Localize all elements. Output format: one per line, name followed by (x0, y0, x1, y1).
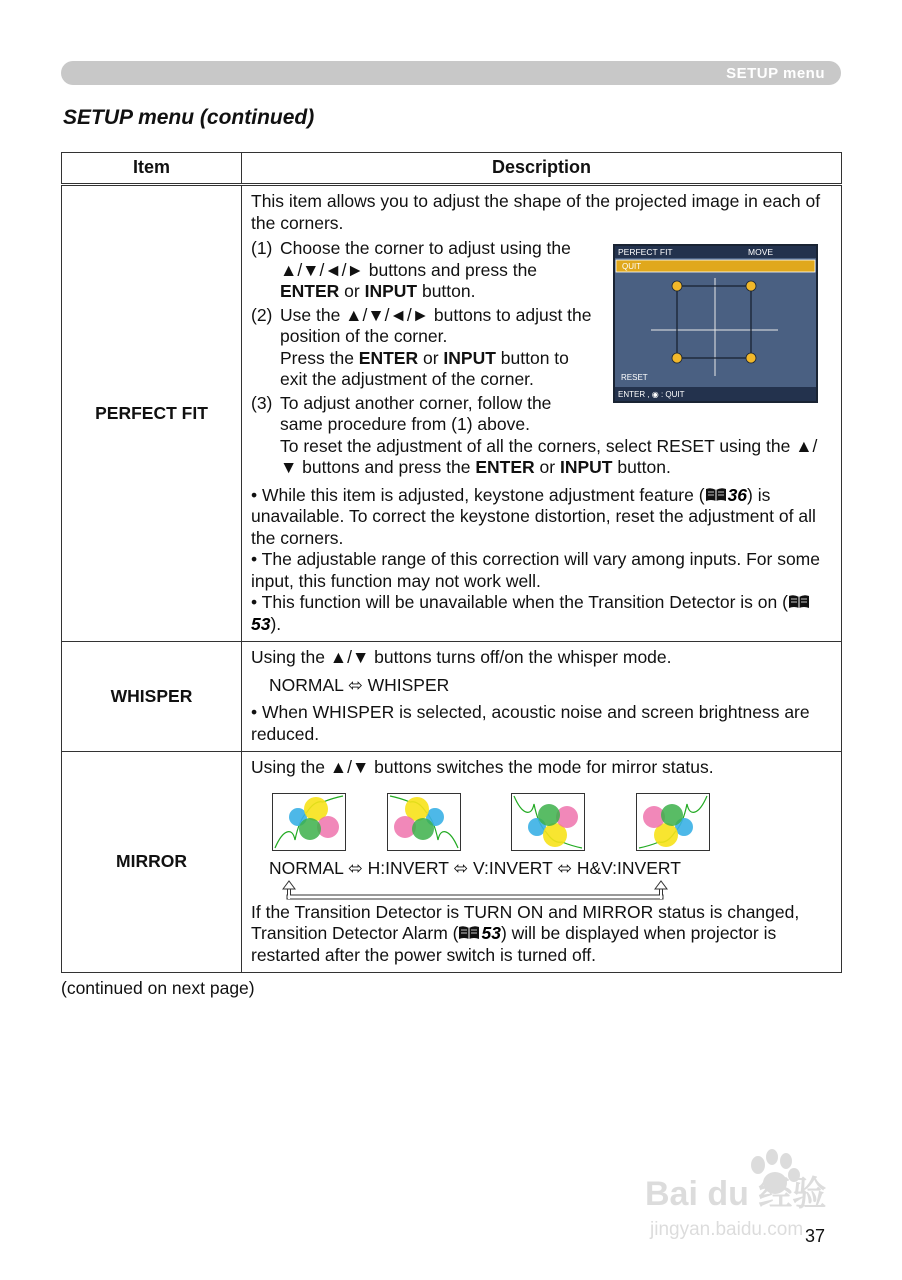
mirror-note: If the Transition Detector is TURN ON and MIRROR status is changed, Transition Detector Alarm ( 53) will be displayed when projector is restarted after the power switch is turned off. (251, 901, 800, 965)
page-title: SETUP menu (continued) (63, 106, 315, 129)
menu-footer: ENTER , ◉ : QUIT (618, 390, 685, 399)
header-tag: SETUP menu (726, 65, 825, 82)
pf-step-1: (1) Choose the corner to adjust using the ▲/▼/◄/► buttons and press the ENTER or INPUT button. (251, 238, 571, 301)
menu-move-label: MOVE (748, 247, 774, 257)
mirror-modes: NORMAL ⬄ H:INVERT ⬄ V:INVERT ⬄ H&V:INVERT (269, 857, 681, 878)
table-row-perfect-fit (62, 185, 842, 642)
menu-title: PERFECT FIT (618, 247, 673, 257)
whisper-line: Using the ▲/▼ buttons turns off/on the whisper mode. (251, 647, 672, 667)
item-whisper: WHISPER (62, 642, 242, 752)
menu-quit-item: QUIT (622, 262, 642, 271)
item-perfect-fit: PERFECT FIT (62, 185, 242, 642)
page-ref-53[interactable]: 53 (481, 923, 501, 943)
mirror-illustrations (251, 783, 833, 923)
mirror-hv-invert-image (636, 793, 710, 851)
header-bar (61, 61, 841, 85)
pf-step-2: (2) Use the ▲/▼/◄/► buttons to adjust the position of the corner. Press the ENTER or INPUT button to exit the adjustment of the corner. (251, 304, 592, 389)
desc-whisper (242, 642, 842, 752)
desc-mirror (242, 752, 842, 973)
whisper-note: • When WHISPER is selected, acoustic noise and screen brightness are reduced. (251, 702, 810, 744)
pf-note-3: • This function will be unavailable when the Transition Detector is on (53). (251, 592, 833, 635)
table-row-whisper (62, 642, 842, 752)
column-header-item: Item (62, 153, 242, 185)
book-icon (458, 925, 480, 940)
setup-table (61, 152, 842, 973)
book-icon (705, 487, 727, 502)
column-header-description: Description (242, 153, 842, 185)
page-ref-36[interactable]: 36 (727, 484, 748, 505)
table-row-mirror (62, 752, 842, 973)
desc-perfect-fit (242, 185, 842, 642)
pf-intro: This item allows you to adjust the shape of the projected image in each of the corners. (251, 191, 821, 233)
pf-step-3: (3) To adjust another corner, follow the same procedure from (1) above. To reset the adjustment of all the corners, select RESET using the ▲/▼ buttons and press the ENTER or INPUT button. (251, 392, 818, 477)
whisper-modes: NORMAL ⬄ WHISPER (269, 674, 450, 695)
mirror-normal-image (272, 793, 346, 851)
pf-note-1: • While this item is adjusted, keystone adjustment feature ( 36) is unavailable. To correct the keystone distortion, reset the adjustment of all the corners. (251, 484, 816, 548)
pf-steps (251, 238, 833, 479)
page-number: 37 (805, 1226, 826, 1246)
mirror-v-invert-image (511, 793, 585, 851)
mirror-line: Using the ▲/▼ buttons switches the mode for mirror status. (251, 757, 714, 777)
book-icon (788, 594, 810, 609)
menu-reset-item: RESET (621, 373, 648, 382)
continued-note: (continued on next page) (61, 978, 255, 998)
item-mirror: MIRROR (62, 752, 242, 973)
cycle-arrow-icon (281, 880, 671, 900)
pf-note-2: • The adjustable range of this correction will vary among inputs. For some input, this function may not work well. (251, 549, 820, 591)
table-header-row (62, 153, 842, 185)
svg-text:Bai du 经验: Bai du 经验 (645, 1175, 827, 1213)
svg-text:jingyan.baidu.com: jingyan.baidu.com (650, 1219, 804, 1240)
perfect-fit-menu-image (613, 244, 818, 403)
page-ref-53[interactable]: 53 (251, 613, 271, 634)
mirror-h-invert-image (387, 793, 461, 851)
